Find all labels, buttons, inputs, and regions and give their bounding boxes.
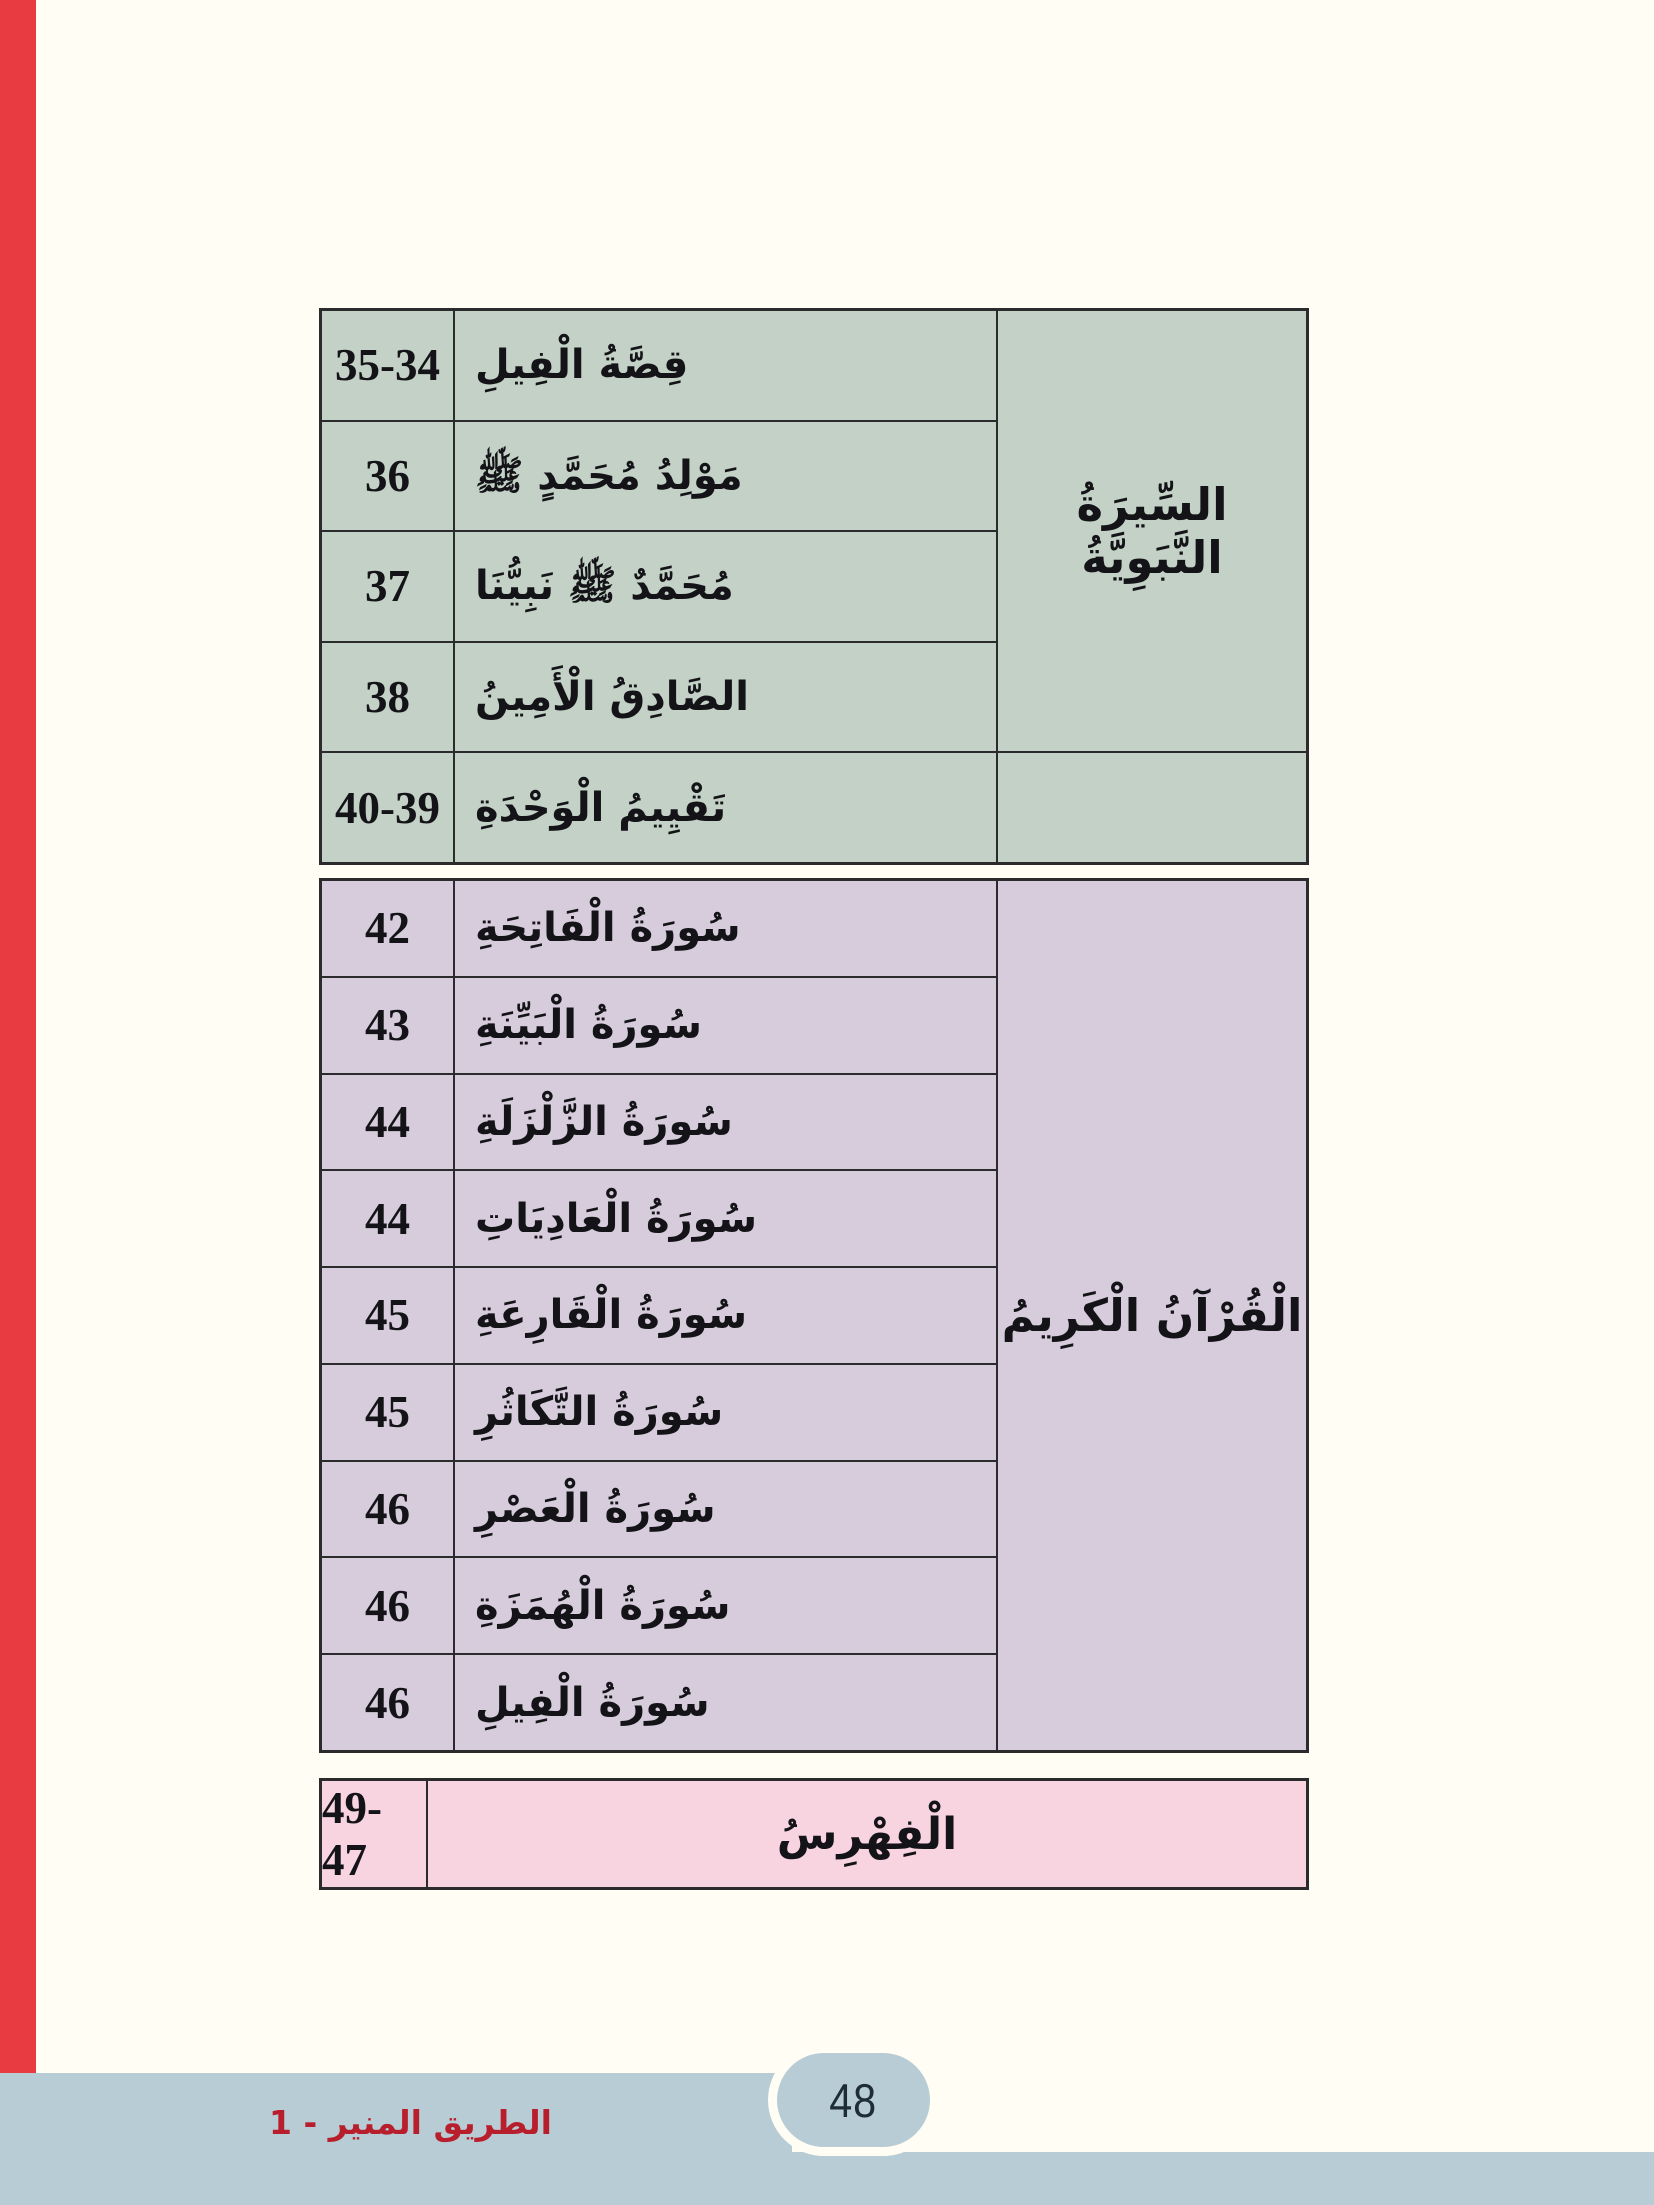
page-range: 44 [365,1096,410,1147]
toc-table-quran [319,878,1309,1753]
lesson-title-cell: مُحَمَّدٌ ﷺ نَبِيُّنَا [455,532,996,641]
lesson-title-cell: تَقْيِيمُ الْوَحْدَةِ [455,753,996,862]
page-range-cell [322,1171,453,1266]
section-title-quran: الْقُرْآنُ الْكَرِيمُ [998,881,1306,1750]
page-number-badge [768,2044,939,2156]
page-range: 46 [365,1677,410,1728]
index-title-cell: الْفِهْرِسُ [428,1781,1306,1887]
lesson-title-cell: سُورَةُ الْهُمَزَةِ [455,1558,996,1653]
empty-cell [998,753,1306,862]
page-range: 45 [365,1387,410,1438]
page-range-cell [322,978,453,1073]
page-range: 37 [365,561,410,612]
lesson-title-cell: سُورَةُ الْفَاتِحَةِ [455,881,996,976]
lesson-title-cell: مَوْلِدُ مُحَمَّدٍ ﷺ [455,422,996,531]
page-range: 35-34 [335,340,440,391]
page-range: 40-39 [335,782,440,833]
lesson-title-cell: سُورَةُ التَّكَاثُرِ [455,1365,996,1460]
lesson-title-cell: سُورَةُ الْفِيلِ [455,1655,996,1750]
page-range-cell [322,1365,453,1460]
page-range-cell [322,532,453,641]
page-range-cell [322,1558,453,1653]
page-range-cell [322,753,453,862]
lesson-title-cell: سُورَةُ الْقَارِعَةِ [455,1268,996,1363]
page-range-cell [322,1655,453,1750]
page-range-cell [322,422,453,531]
book-title: الطريق المنير - 1 [269,2103,552,2142]
page-range: 38 [365,672,410,723]
toc-table-seerah [319,308,1309,865]
toc-table-index [319,1778,1309,1890]
page-range: 36 [365,450,410,501]
footer-bottom-band [0,2152,1654,2205]
page-range: 46 [365,1484,410,1535]
page-range-cell [322,643,453,752]
page-range: 49-47 [322,1783,382,1885]
page-range-cell [322,1268,453,1363]
lesson-title-cell: سُورَةُ الْبَيِّنَةِ [455,978,996,1073]
lesson-title-cell: الصَّادِقُ الْأَمِينُ [455,643,996,752]
lesson-title-cell: سُورَةُ الزَّلْزَلَةِ [455,1075,996,1170]
page-range-cell [322,881,453,976]
lesson-title-cell: سُورَةُ الْعَصْرِ [455,1462,996,1557]
page-range: 44 [365,1193,410,1244]
lesson-title-cell: سُورَةُ الْعَادِيَاتِ [455,1171,996,1266]
page-edge-stripe [0,0,36,2190]
section-title-seerah: السِّيرَةُ النَّبَوِيَّةُ [998,311,1306,751]
page-range: 42 [365,903,410,954]
page-range-cell [322,311,453,420]
page-range-cell [322,1075,453,1170]
page-range-cell [322,1462,453,1557]
page-range: 43 [365,1000,410,1051]
page-range-cell [322,1781,426,1887]
page-range: 46 [365,1580,410,1631]
page-range: 45 [365,1290,410,1341]
page-number: 48 [829,2073,878,2127]
lesson-title-cell: قِصَّةُ الْفِيلِ [455,311,996,420]
